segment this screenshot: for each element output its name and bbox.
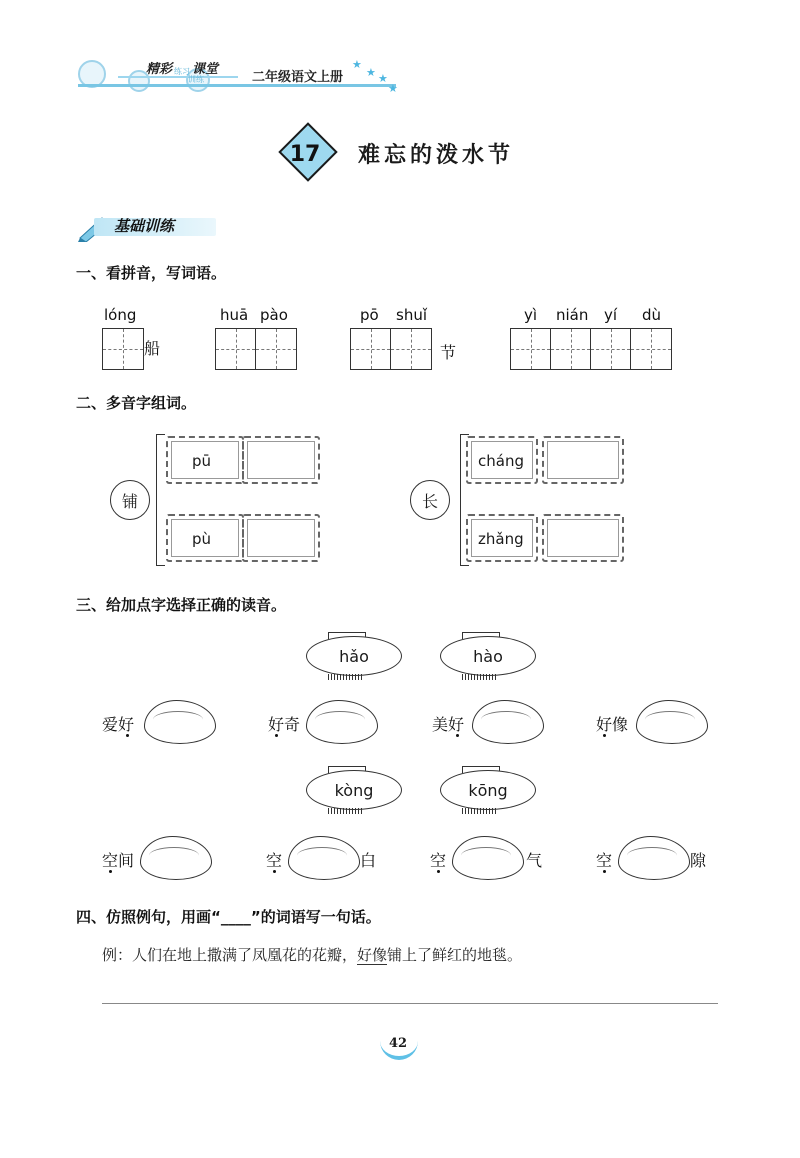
emphasis-dot: [275, 734, 278, 737]
section-banner: [76, 212, 222, 242]
grid-suffix-char: 船: [144, 339, 161, 358]
word-item: 空: [266, 851, 283, 870]
answer-cloud[interactable]: [618, 836, 690, 880]
star-icon: ★: [388, 82, 398, 95]
header-brand: [146, 58, 218, 77]
answer-cloud[interactable]: [288, 836, 360, 880]
word-suffix: 隙: [690, 851, 707, 870]
question-2-title: 二、多音字组词。: [76, 394, 197, 412]
lantern-tassel: [462, 674, 498, 680]
emphasis-dot: [126, 734, 129, 737]
header-rule: [78, 84, 396, 87]
lantern-tassel: [328, 674, 364, 680]
question-4-title: 四、仿照例句，用画“____”的词语写一句话。: [76, 908, 381, 926]
example-prefix: 例：人们在地上撒满了凤凰花的花瓣，: [102, 946, 358, 964]
lantern-reading: kòng: [334, 780, 374, 800]
pinyin: yì: [524, 306, 538, 324]
section-label: 基础训练: [114, 217, 175, 235]
polyphone-char: 铺: [121, 491, 138, 511]
word-suffix: 白: [360, 851, 377, 870]
lantern-reading: kōng: [468, 780, 508, 800]
polyphone-char: 长: [421, 491, 438, 511]
word-item: 好奇: [268, 715, 301, 734]
answer-cloud[interactable]: [636, 700, 708, 744]
pinyin: pō: [360, 306, 379, 324]
word-item: 空: [596, 851, 613, 870]
answer-box[interactable]: [542, 436, 624, 484]
answer-box[interactable]: [166, 436, 244, 484]
emphasis-dot: [437, 870, 440, 873]
answer-cloud[interactable]: [452, 836, 524, 880]
brand-text-2: 课堂: [192, 62, 219, 77]
word-item: 爱好: [102, 715, 135, 734]
answer-box[interactable]: [242, 514, 320, 562]
answer-cloud[interactable]: [140, 836, 212, 880]
writing-grid[interactable]: [215, 328, 297, 370]
pinyin: yí: [604, 306, 618, 324]
lantern-reading: hào: [473, 646, 503, 666]
emphasis-dot: [603, 870, 606, 873]
lesson-badge: [278, 138, 332, 170]
word-item: 美好: [432, 715, 465, 734]
lesson-number: 17: [289, 141, 321, 167]
grid-suffix-char: 节: [440, 343, 457, 362]
lesson-title: 难忘的泼水节: [358, 143, 515, 168]
writing-grid[interactable]: [510, 328, 672, 370]
reading-label: pū: [192, 452, 212, 470]
answer-box[interactable]: [466, 436, 538, 484]
emphasis-dot: [273, 870, 276, 873]
word-item: 好像: [596, 715, 629, 734]
answer-cloud[interactable]: [306, 700, 378, 744]
answer-line[interactable]: [102, 1003, 718, 1004]
bracket: [156, 434, 165, 566]
answer-box[interactable]: [542, 514, 624, 562]
lantern-option[interactable]: [440, 770, 536, 810]
reading-label: pù: [192, 530, 212, 548]
writing-grid[interactable]: [350, 328, 432, 370]
lantern-option[interactable]: [306, 636, 402, 676]
pinyin: shuǐ: [396, 306, 427, 324]
lantern-option[interactable]: [440, 636, 536, 676]
word-suffix: 气: [526, 851, 543, 870]
example-sentence: [102, 944, 522, 965]
word-item: 空: [430, 851, 447, 870]
pinyin: nián: [556, 306, 589, 324]
reading-label: cháng: [478, 452, 524, 470]
lantern-tassel: [328, 808, 364, 814]
grade-book-label: 二年级语文上册: [252, 70, 344, 85]
brand-sub-1: 练习: [174, 67, 191, 76]
emphasis-dot: [456, 734, 459, 737]
lantern-tassel: [462, 808, 498, 814]
apple-character-icon: [410, 480, 450, 520]
pinyin: pào: [260, 306, 288, 324]
question-3-title: 三、给加点字选择正确的读音。: [76, 596, 287, 614]
answer-box[interactable]: [466, 514, 538, 562]
answer-cloud[interactable]: [472, 700, 544, 744]
lantern-reading: hǎo: [339, 646, 369, 666]
star-icon: ★: [352, 58, 362, 71]
pinyin: huā: [220, 306, 249, 324]
brand-text-1: 精彩: [146, 62, 173, 77]
writing-grid[interactable]: [102, 328, 144, 370]
page-number: 42: [389, 1036, 408, 1051]
pinyin: lóng: [104, 306, 137, 324]
emphasis-dot: [603, 734, 606, 737]
apple-character-icon: [110, 480, 150, 520]
answer-box[interactable]: [242, 436, 320, 484]
brand-sub-2: 训练: [188, 75, 204, 84]
word-item: 空间: [102, 851, 135, 870]
answer-cloud[interactable]: [144, 700, 216, 744]
example-suffix: 铺上了鲜红的地毯。: [387, 946, 523, 964]
question-1-title: 一、看拼音，写词语。: [76, 264, 227, 282]
example-underlined-word: 好像: [357, 946, 388, 964]
star-icon: ★: [366, 66, 376, 79]
emphasis-dot: [109, 870, 112, 873]
star-icon: ★: [378, 72, 388, 85]
reading-label: zhǎng: [478, 530, 524, 548]
lantern-option[interactable]: [306, 770, 402, 810]
answer-box[interactable]: [166, 514, 244, 562]
pinyin: dù: [642, 306, 662, 324]
